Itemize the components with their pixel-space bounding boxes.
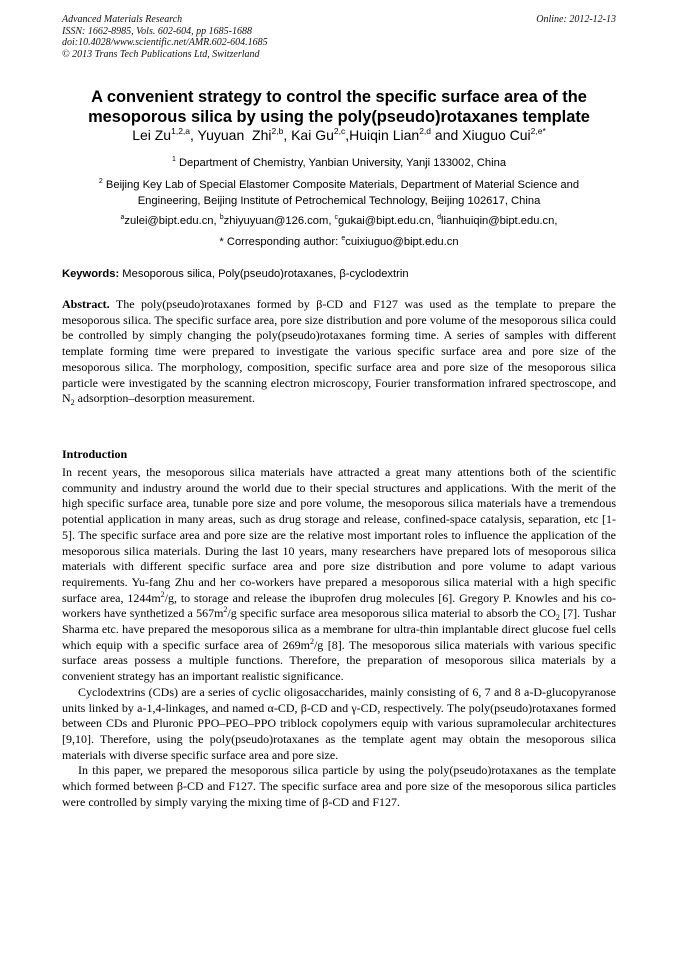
journal-header — [62, 14, 616, 60]
paragraph-text: In recent years, the mesoporous silica materials have attracted a great many attentions both of the scientific community and industry around the world due to their special structures and applications. With the merit of the high specific surface area, tunable pore size and pore volume, the mesoporous silica materials have a tremendous potential application in many areas, such as drug storage and release, confined-space catalysis, separation, etc [1-5]. The specific surface area and pore size are the relative most important roles to influence the application of the mesoporous silica materials. During the last 10 years, many researchers have prepared lots of mesoporous silica materials with different specific surface area and pore size distribution and pore volume to adapt various requirements. Yu-fang Zhu and her co-workers have prepared a mesoporous silica material with a high specific surface area, 1244m — [62, 465, 616, 605]
email-mark: c — [334, 214, 339, 221]
title-line-1: A convenient strategy to control the specific surface area of the — [91, 88, 587, 106]
author-name: Huiqin Lian — [349, 127, 420, 143]
doi-line: doi:10.4028/www.scientific.net/AMR.602-604.1685 — [62, 37, 268, 49]
email-link[interactable]: lianhuiqin@bipt.edu.cn — [441, 215, 555, 227]
abstract-subscript: 2 — [70, 398, 75, 408]
email-separator: , — [554, 215, 558, 227]
author-separator: , — [190, 127, 198, 143]
section-heading-introduction: Introduction — [62, 447, 128, 461]
superscript: 2 — [309, 636, 314, 646]
email-entry — [121, 215, 220, 227]
paragraph — [62, 465, 616, 685]
copyright-line: © 2013 Trans Tech Publications Ltd, Switzerland — [62, 48, 260, 60]
email-link[interactable]: zulei@bipt.edu.cn — [124, 215, 214, 227]
email-mark: b — [219, 214, 224, 221]
affiliation-text: Engineering, Beijing Institute of Petrochemical Technology, Beijing 102617, China — [137, 195, 541, 207]
author-separator: , — [345, 127, 350, 143]
author-affiliation-mark: 2,e* — [530, 126, 546, 136]
email-mark: a — [120, 214, 125, 221]
journal-name: Advanced Materials Research — [62, 14, 183, 25]
author-separator: and — [431, 127, 463, 143]
issn-line: ISSN: 1662-8985, Vols. 602-604, pp 1685-1688 — [62, 25, 252, 37]
email-link[interactable]: zhiyuyuan@126.com — [223, 215, 329, 227]
paragraph: In this paper, we prepared the mesoporous silica particle by using the poly(pseudo)rotaxanes as the template which formed between β-CD and F127. The specific surface area and pore size of the mesoporous silica particles were controlled by simply varying the mixing time of β-CD and F127. — [62, 763, 616, 809]
author — [349, 127, 462, 143]
keywords-line — [62, 267, 616, 281]
online-date: Online: 2012-12-13 — [536, 14, 616, 25]
paper-title — [62, 88, 616, 127]
subscript: 2 — [555, 613, 560, 623]
abstract — [62, 297, 616, 407]
paragraph-text: /g specific surface area mesoporous silica material to absorb the CO — [227, 606, 556, 621]
author — [132, 127, 197, 143]
email-separator: , — [213, 215, 220, 227]
email-link[interactable]: gukai@bipt.edu.cn — [338, 215, 431, 227]
email-mark: e — [341, 235, 346, 242]
email-entry — [220, 215, 335, 227]
abstract-label: Abstract. — [62, 297, 110, 311]
author-name: Kai Gu — [291, 127, 334, 143]
author-affiliation-mark: 2,c — [333, 126, 346, 136]
title-line-2: mesoporous silica by using the poly(pseudo)rotaxanes template — [88, 107, 590, 126]
author-affiliation-mark: 1,2,a — [171, 126, 191, 136]
affiliation-text: Department of Chemistry, Yanbian University, Yanji 133002, China — [178, 157, 507, 169]
corresponding-author — [62, 234, 616, 250]
paragraph-text: [7]. Tushar Sharma etc. have prepared the mesoporous silica as a membrane for ultra-thin implantable direct glucose fuel cells which equip with a specific surface area of 269m — [62, 606, 616, 652]
email-separator: , — [430, 215, 438, 227]
affiliation-2 — [62, 177, 616, 209]
email-mark: d — [437, 214, 441, 221]
email-entry — [335, 215, 438, 227]
author-name: Xiuguo Cui — [462, 127, 531, 143]
author — [198, 127, 292, 143]
author-name: Lei Zu — [132, 127, 172, 143]
abstract-text: The poly(pseudo)rotaxanes formed by β-CD and F127 was used as the template to prepare the mesoporous silica. The specific surface area, pore size distribution and pore volume of the mesoporous silica could be controlled by simply changing the poly(pseudo)rotaxanes forming time. A series of samples with different template forming time were prepared to investigate the various specific surface area and pore size of the mesoporous silica. The morphology, composition, specific surface area and pore size of the mesoporous silica particle were investigated by the scanning electron microscopy, Fourier transformation infrared spectroscope, and N — [62, 297, 616, 406]
superscript: 2 — [223, 605, 228, 615]
author-list — [62, 127, 616, 144]
affiliation-text: Beijing Key Lab of Special Elastomer Composite Materials, Department of Material Science and — [105, 179, 580, 191]
corresponding-label: * Corresponding author: — [219, 236, 342, 248]
author-affiliation-mark: 2,b — [271, 126, 284, 136]
email-separator: , — [328, 215, 335, 227]
affiliation-mark: 2 — [98, 178, 103, 185]
abstract-text: adsorption–desorption measurement. — [74, 391, 255, 406]
author — [291, 127, 349, 143]
author-affiliation-mark: 2,d — [419, 126, 432, 136]
paragraph-text: /g, to storage and release the ibuprofen drug molecules [6]. Gregory P. Knowles and his co-workers have synthetized a 567m — [62, 590, 616, 621]
paragraph: Cyclodextrins (CDs) are a series of cyclic oligosaccharides, mainly consisting of 6, 7 and 8 a-D-glucopyranose units linked by a-1,4-linkages, and named α-CD, β-CD and γ-CD, respectively. The poly(pseudo)rotaxanes formed between CDs and Pluronic PPO–PEO–PPO triblock copolymers equip with various supramolecular architectures [9,10]. Therefore, using the poly(pseudo)rotaxanes as the template agent may obtain the mesoporous silica materials with diverse specific surface area and pore size. — [62, 684, 616, 762]
affiliation-1 — [62, 155, 616, 171]
paragraph-text: /g [8]. The mesoporous silica materials with various specific surface areas possess a multiple functions. Therefore, the preparation of mesoporous silica materials by a convenient strategy has an important realistic significance. — [62, 637, 616, 684]
author-name: Yuyuan Zhi — [197, 127, 272, 143]
author-separator: , — [283, 127, 292, 143]
corresponding-email-link[interactable]: cuixiuguo@bipt.edu.cn — [345, 236, 459, 248]
introduction-body — [62, 465, 616, 810]
email-list — [62, 213, 616, 229]
superscript: 2 — [160, 589, 165, 599]
email-entry — [437, 215, 557, 227]
keywords-text: Mesoporous silica, Poly(pseudo)rotaxanes, β-cyclodextrin — [119, 268, 409, 280]
keywords-label: Keywords: — [62, 268, 120, 280]
author — [462, 127, 546, 143]
affiliation-mark: 1 — [171, 156, 176, 163]
